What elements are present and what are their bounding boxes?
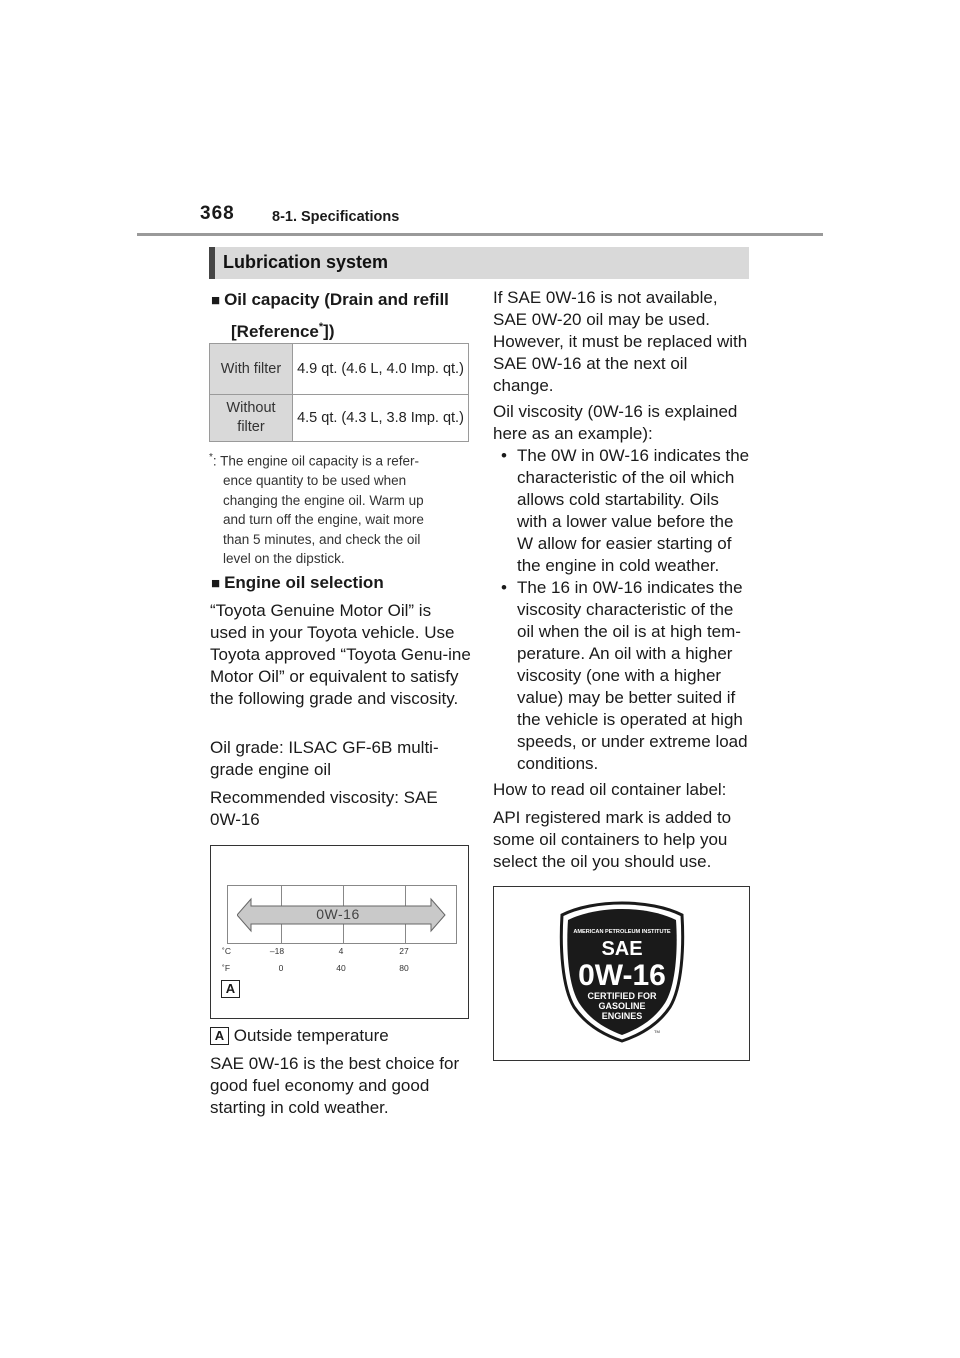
viscosity-bullet-list: [493, 445, 751, 775]
oil-capacity-heading: [211, 287, 471, 345]
fahrenheit-unit: ˚F: [222, 963, 231, 973]
api-trademark-text: TM: [654, 1029, 660, 1034]
square-bullet-icon: ■: [211, 575, 221, 592]
best-choice-paragraph: SAE 0W-16 is the best choice for good fuel economy and good starting in cold weather.: [210, 1054, 460, 1117]
table-row-value: 4.9 qt. (4.6 L, 4.0 Imp. qt.): [293, 344, 469, 395]
viscosity-explained-paragraph: Oil viscosity (0W-16 is explained here as an example):: [493, 402, 738, 443]
table-row-value: 4.5 qt. (4.3 L, 3.8 Imp. qt.): [293, 395, 469, 442]
read-label-paragraph: How to read oil container label:: [493, 780, 727, 799]
reference-asterisk: *: [318, 321, 324, 333]
section-heading: Lubrication system: [223, 252, 389, 272]
celsius-tick: –18: [269, 946, 285, 956]
square-bullet-icon: ■: [211, 292, 221, 309]
section-title: 8-1. Specifications: [272, 209, 400, 225]
fahrenheit-tick: 80: [399, 963, 409, 973]
figure-callout-a: A: [221, 980, 240, 998]
oil-capacity-table: [209, 343, 469, 442]
api-cert-text-2: GASOLINE: [598, 1001, 646, 1011]
page-number: 368: [200, 203, 235, 224]
bullet-dot-icon: •: [501, 578, 507, 597]
footnote-line: level on the dipstick.: [223, 551, 345, 566]
section-bar-marker: [209, 247, 215, 279]
oil-grade-paragraph: Oil grade: ILSAC GF-6B multi-grade engine oil: [210, 738, 439, 779]
callout-legend: [210, 1025, 472, 1047]
callout-legend-text: Outside temperature: [233, 1026, 389, 1045]
api-mark-paragraph: API registered mark is added to some oil containers to help you select the oil you should use.: [493, 808, 732, 871]
oil-selection-paragraph: “Toyota Genuine Motor Oil” is used in your Toyota vehicle. Use Toyota approved “Toyota Genu-ine Motor Oil” or equivalent to satisfy the following grade and viscosity.: [210, 601, 471, 708]
celsius-tick: 27: [399, 946, 409, 956]
celsius-unit: ˚C: [222, 946, 231, 956]
api-grade-text: 0W-16: [578, 959, 666, 992]
section-heading-bar: [209, 247, 749, 279]
recommended-viscosity-paragraph: Recommended viscosity: SAE 0W-16: [210, 788, 438, 829]
engine-oil-selection-heading: [211, 570, 471, 597]
table-row-label: Without filter: [210, 395, 293, 442]
api-sae-text: SAE: [601, 938, 643, 960]
list-item: [493, 445, 751, 577]
footnote-line: and turn off the engine, wait more: [223, 512, 424, 527]
footnote-mark: *: [209, 452, 213, 463]
table-row: [210, 344, 469, 395]
fahrenheit-tick: 40: [336, 963, 346, 973]
table-row: [210, 395, 469, 442]
footnote-line: ence quantity to be used when: [223, 473, 407, 488]
engine-oil-selection-heading-text: Engine oil selection: [224, 573, 384, 592]
footnote-line: changing the engine oil. Warm up: [223, 492, 424, 508]
callout-legend-box: A: [210, 1027, 229, 1045]
oil-capacity-heading-end: ]): [323, 321, 335, 341]
api-logo-figure: [493, 886, 750, 1061]
footnote-line: : The engine oil capacity is a refer-: [212, 453, 420, 469]
api-org-text: AMERICAN PETROLEUM INSTITUTE: [573, 929, 671, 935]
header-divider: [137, 233, 823, 236]
table-row-label: With filter: [210, 344, 293, 395]
fahrenheit-tick: 0: [278, 963, 284, 973]
api-cert-text-3: ENGINES: [601, 1011, 643, 1021]
footnote-line: than 5 minutes, and check the oil: [223, 531, 421, 547]
celsius-tick: 4: [338, 946, 344, 956]
unavailable-paragraph: If SAE 0W-16 is not available, SAE 0W-20 oil may be used. However, it must be replaced with SAE 0W-16 at the next oil change.: [493, 288, 748, 395]
oil-capacity-heading-line2: [Reference: [231, 321, 319, 341]
bullet-dot-icon: •: [501, 446, 507, 465]
list-item: [493, 577, 751, 775]
viscosity-range-label: 0W-16: [316, 906, 360, 922]
list-item-text: The 16 in 0W-16 indicates the viscosity characteristic of the oil when the oil is at high tem-perature. An oil with a higher viscosity (one with a higher value) may be better suited if the vehicle is operated at high speeds, or under extreme load conditions.: [517, 578, 748, 773]
capacity-footnote: [209, 448, 467, 569]
api-cert-text-1: CERTIFIED FOR: [587, 991, 657, 1001]
oil-capacity-heading-line1: Oil capacity (Drain and refill: [224, 290, 449, 309]
list-item-text: The 0W in 0W-16 indicates the characteristic of the oil which allows cold startability. Oils with a lower value before the W allow for easier starting of the engine in cold weather.: [517, 446, 750, 575]
api-certification-mark-icon: [494, 887, 749, 1060]
